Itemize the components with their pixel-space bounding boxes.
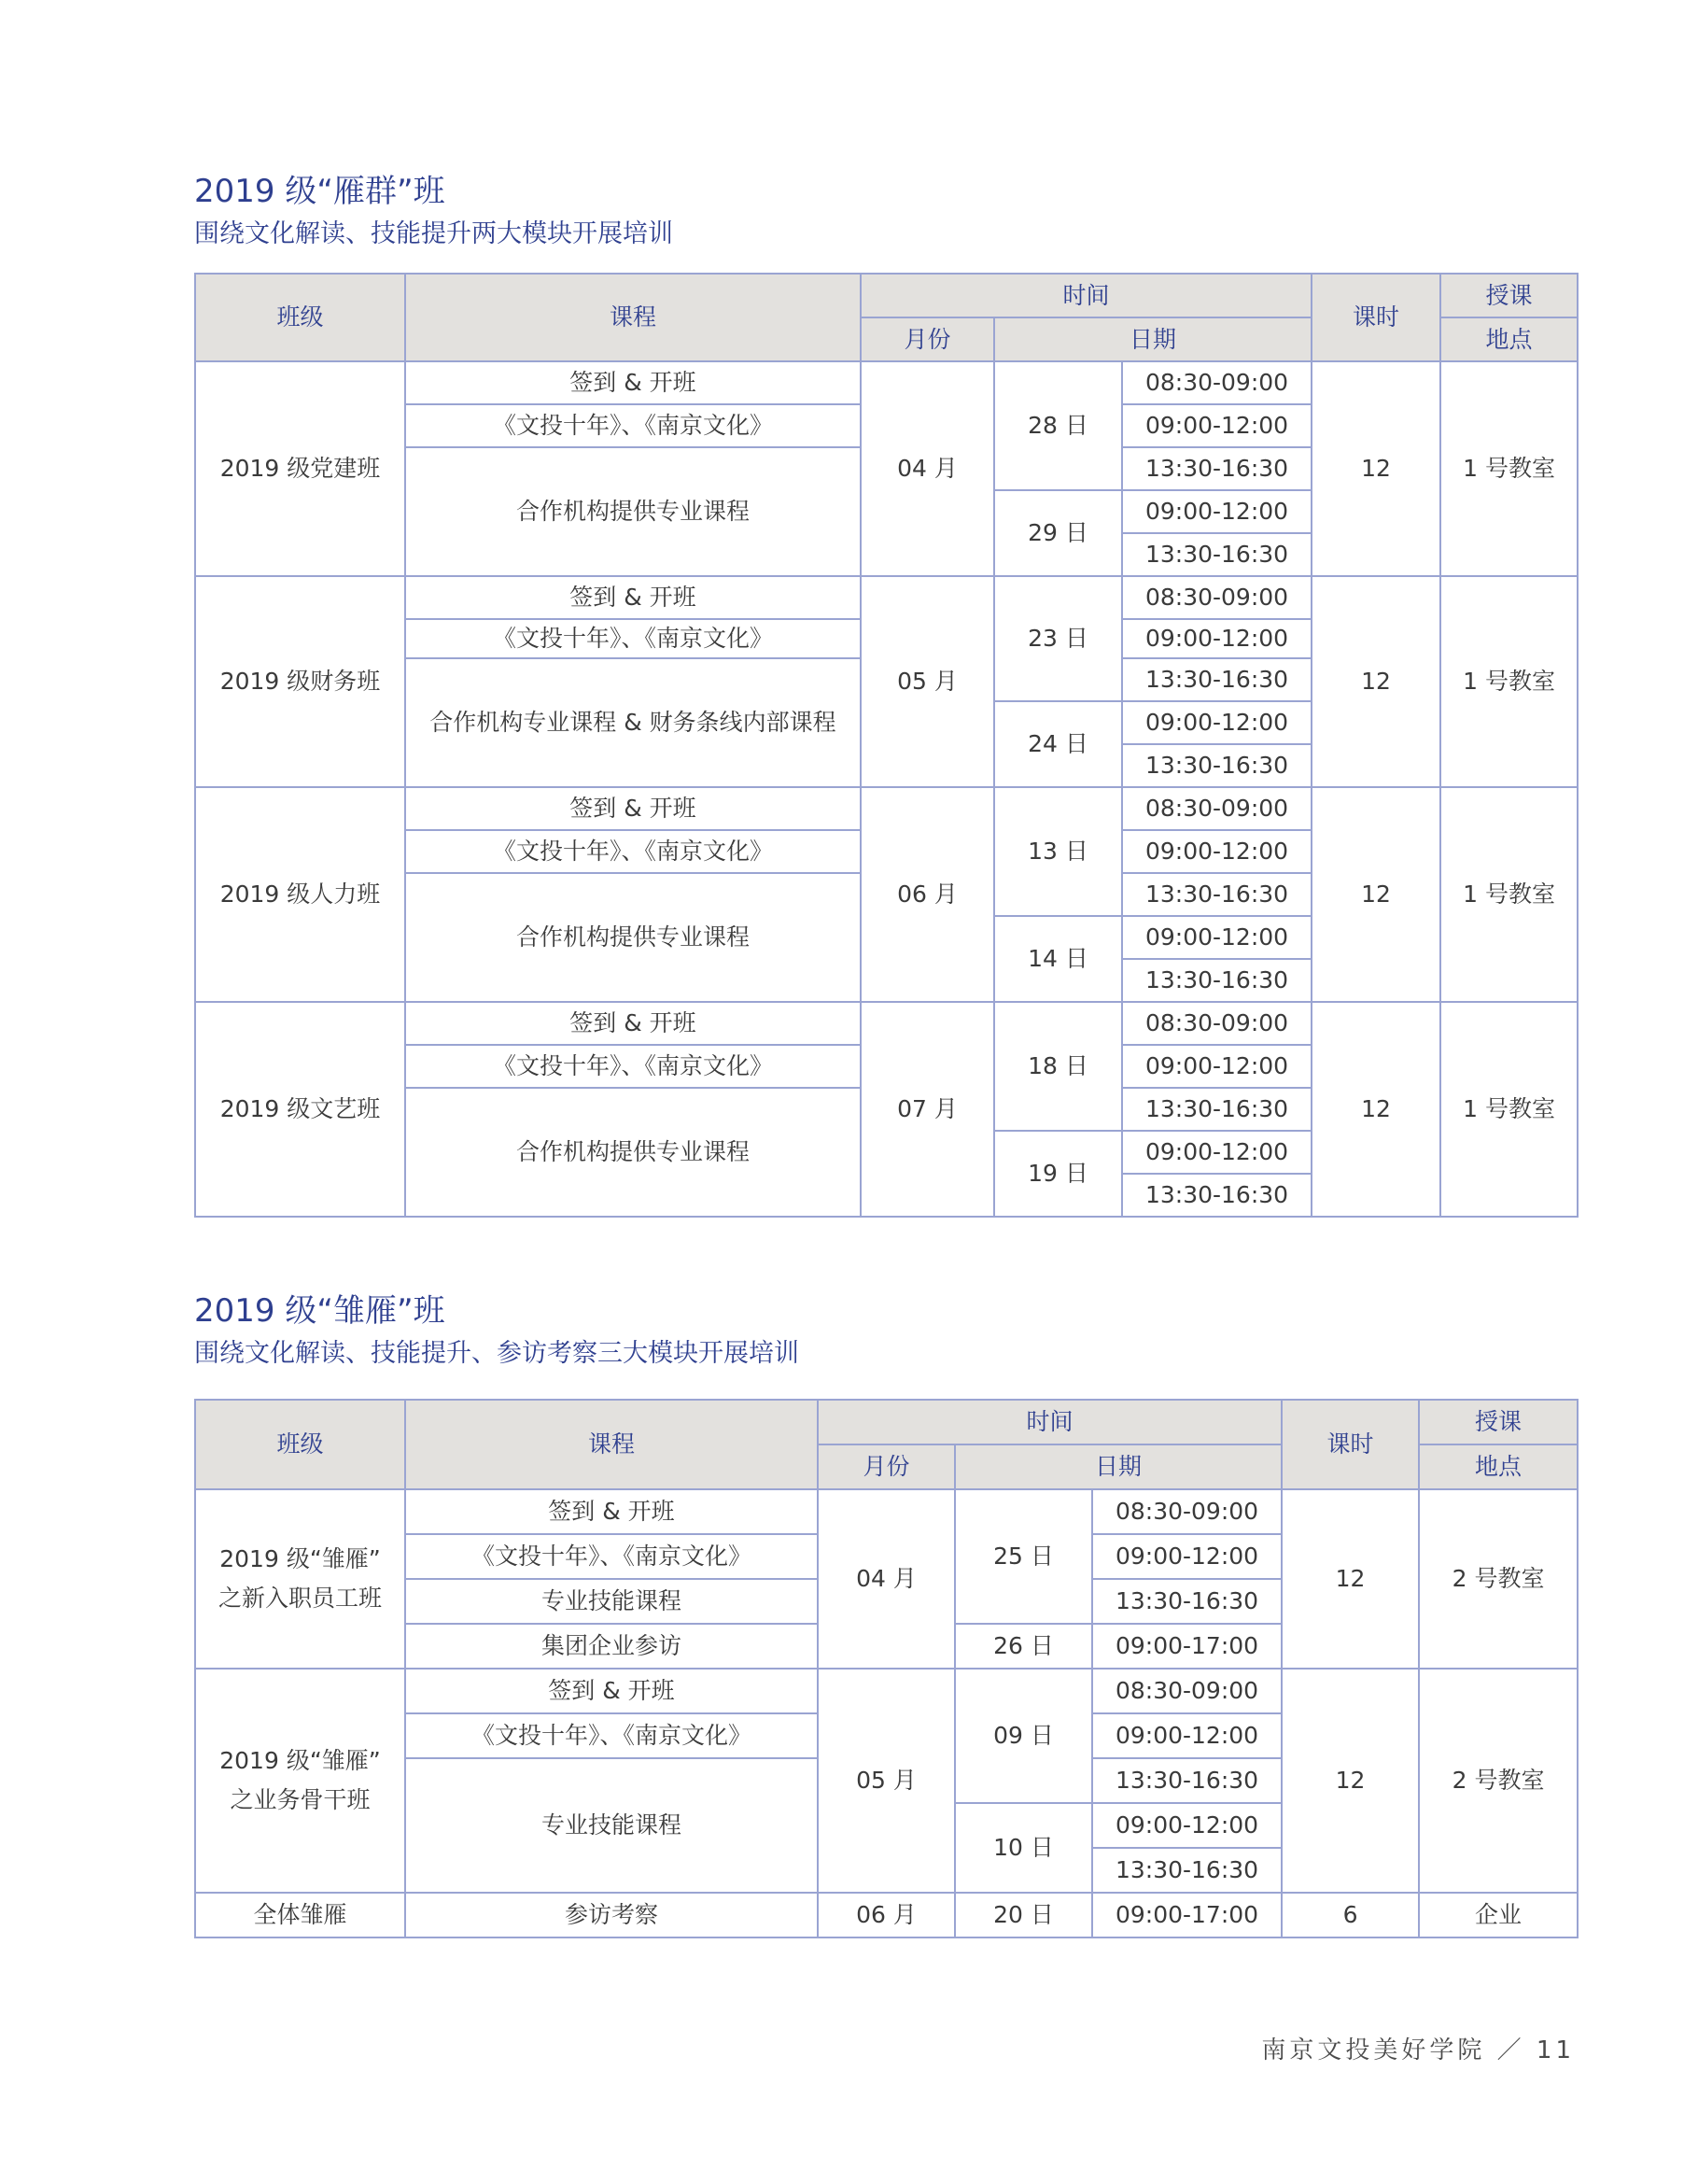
month-cell: 05 月	[818, 1669, 955, 1893]
time-cell: 09:00-17:00	[1092, 1624, 1282, 1669]
hours-cell: 12	[1312, 787, 1440, 1002]
header-time: 时间	[861, 274, 1312, 317]
time-cell: 09:00-12:00	[1092, 1803, 1282, 1848]
day-cell: 28 日	[994, 361, 1122, 490]
day-cell: 13 日	[994, 787, 1122, 916]
course-cell: 《文投十年》、《南京文化》	[405, 404, 861, 447]
table-row	[195, 361, 1578, 404]
hours-cell: 12	[1312, 1002, 1440, 1217]
time-cell: 09:00-17:00	[1092, 1893, 1282, 1937]
hours-cell: 6	[1282, 1893, 1419, 1937]
schedule-table	[194, 1399, 1579, 1938]
place-cell: 1 号教室	[1440, 576, 1578, 787]
course-cell: 《文投十年》、《南京文化》	[405, 1045, 861, 1088]
section-yanqun	[194, 170, 1576, 1208]
time-cell: 13:30-16:30	[1092, 1848, 1282, 1893]
time-cell: 13:30-16:30	[1092, 1579, 1282, 1624]
time-cell: 09:00-12:00	[1122, 490, 1312, 533]
time-cell: 09:00-12:00	[1122, 830, 1312, 873]
header-place-2: 地点	[1419, 1444, 1578, 1489]
course-cell: 签到 & 开班	[405, 361, 861, 404]
place-cell: 1 号教室	[1440, 361, 1578, 576]
course-cell: 合作机构提供专业课程	[405, 873, 861, 1002]
time-cell: 13:30-16:30	[1122, 533, 1312, 576]
month-cell: 05 月	[861, 576, 994, 787]
class-line-2: 之业务骨干班	[230, 1786, 371, 1813]
month-cell: 07 月	[861, 1002, 994, 1217]
table-row	[195, 1893, 1578, 1937]
course-cell: 签到 & 开班	[405, 576, 861, 619]
day-cell: 14 日	[994, 916, 1122, 1002]
table-row	[195, 1489, 1578, 1534]
course-cell: 签到 & 开班	[405, 1669, 818, 1713]
header-date: 日期	[994, 317, 1312, 361]
section-subtitle: 围绕文化解读、技能提升、参访考察三大模块开展培训	[194, 1339, 799, 1368]
table-row	[195, 576, 1578, 619]
time-cell: 09:00-12:00	[1122, 701, 1312, 744]
table-row	[195, 787, 1578, 830]
month-cell: 06 月	[861, 787, 994, 1002]
header-hours: 课时	[1312, 274, 1440, 361]
day-cell: 09 日	[955, 1669, 1092, 1803]
class-line-1: 2019 级“雏雁”	[219, 1545, 381, 1572]
day-cell: 25 日	[955, 1489, 1092, 1624]
header-class: 班级	[195, 1400, 405, 1489]
course-cell: 合作机构提供专业课程	[405, 1088, 861, 1217]
day-cell: 23 日	[994, 576, 1122, 701]
course-cell: 《文投十年》、《南京文化》	[405, 830, 861, 873]
course-cell: 签到 & 开班	[405, 1002, 861, 1045]
day-cell: 10 日	[955, 1803, 1092, 1893]
header-date: 日期	[955, 1444, 1282, 1489]
header-hours: 课时	[1282, 1400, 1419, 1489]
course-cell: 参访考察	[405, 1893, 818, 1937]
time-cell: 13:30-16:30	[1122, 959, 1312, 1002]
time-cell: 09:00-12:00	[1122, 404, 1312, 447]
class-cell	[195, 1489, 405, 1669]
time-cell: 13:30-16:30	[1092, 1758, 1282, 1803]
time-cell: 08:30-09:00	[1092, 1489, 1282, 1534]
day-cell: 24 日	[994, 701, 1122, 787]
hours-cell: 12	[1312, 576, 1440, 787]
table-row	[195, 1669, 1578, 1713]
month-cell: 06 月	[818, 1893, 955, 1937]
day-cell: 26 日	[955, 1624, 1092, 1669]
course-cell: 集团企业参访	[405, 1624, 818, 1669]
header-time: 时间	[818, 1400, 1282, 1444]
section-subtitle: 围绕文化解读、技能提升两大模块开展培训	[194, 219, 673, 248]
time-cell: 09:00-12:00	[1092, 1713, 1282, 1758]
header-course: 课程	[405, 1400, 818, 1489]
day-cell: 20 日	[955, 1893, 1092, 1937]
hours-cell: 12	[1312, 361, 1440, 576]
header-place: 授课	[1440, 274, 1578, 317]
header-class: 班级	[195, 274, 405, 361]
course-cell: 签到 & 开班	[405, 1489, 818, 1534]
time-cell: 08:30-09:00	[1092, 1669, 1282, 1713]
place-cell: 1 号教室	[1440, 1002, 1578, 1217]
header-month: 月份	[861, 317, 994, 361]
header-course: 课程	[405, 274, 861, 361]
course-cell: 签到 & 开班	[405, 787, 861, 830]
place-cell: 2 号教室	[1419, 1489, 1578, 1669]
table-row	[195, 1002, 1578, 1045]
time-cell: 08:30-09:00	[1122, 1002, 1312, 1045]
time-cell: 09:00-12:00	[1122, 1131, 1312, 1174]
section-title: 2019 级“雁群”班	[194, 173, 445, 210]
class-line-2: 之新入职员工班	[218, 1585, 382, 1612]
class-cell: 2019 级人力班	[195, 787, 405, 1002]
header-place: 授课	[1419, 1400, 1578, 1444]
page-footer: 南京文投美好学院 ／ 11	[1261, 2036, 1575, 2064]
month-cell: 04 月	[861, 361, 994, 576]
day-cell: 19 日	[994, 1131, 1122, 1217]
time-cell: 08:30-09:00	[1122, 576, 1312, 619]
place-cell: 2 号教室	[1419, 1669, 1578, 1893]
class-cell: 2019 级财务班	[195, 576, 405, 787]
course-cell: 专业技能课程	[405, 1579, 818, 1624]
time-cell: 09:00-12:00	[1122, 619, 1312, 658]
time-cell: 13:30-16:30	[1122, 1088, 1312, 1131]
course-cell: 合作机构提供专业课程	[405, 447, 861, 576]
time-cell: 09:00-12:00	[1092, 1534, 1282, 1579]
class-cell	[195, 1669, 405, 1893]
time-cell: 08:30-09:00	[1122, 361, 1312, 404]
time-cell: 08:30-09:00	[1122, 787, 1312, 830]
time-cell: 13:30-16:30	[1122, 744, 1312, 787]
place-cell: 1 号教室	[1440, 787, 1578, 1002]
time-cell: 09:00-12:00	[1122, 1045, 1312, 1088]
class-line-1: 2019 级“雏雁”	[219, 1747, 381, 1774]
course-cell: 专业技能课程	[405, 1758, 818, 1893]
time-cell: 13:30-16:30	[1122, 873, 1312, 916]
month-cell: 04 月	[818, 1489, 955, 1669]
time-cell: 13:30-16:30	[1122, 447, 1312, 490]
class-cell: 2019 级文艺班	[195, 1002, 405, 1217]
course-cell: 《文投十年》、《南京文化》	[405, 619, 861, 658]
schedule-table	[194, 273, 1579, 1218]
header-place-2: 地点	[1440, 317, 1578, 361]
course-cell: 《文投十年》、《南京文化》	[405, 1534, 818, 1579]
section-chuyan	[194, 1289, 1576, 1928]
time-cell: 09:00-12:00	[1122, 916, 1312, 959]
day-cell: 29 日	[994, 490, 1122, 576]
class-cell: 全体雏雁	[195, 1893, 405, 1937]
hours-cell: 12	[1282, 1669, 1419, 1893]
hours-cell: 12	[1282, 1489, 1419, 1669]
class-cell: 2019 级党建班	[195, 361, 405, 576]
section-title: 2019 级“雏雁”班	[194, 1292, 445, 1330]
header-month: 月份	[818, 1444, 955, 1489]
day-cell: 18 日	[994, 1002, 1122, 1131]
course-cell: 《文投十年》、《南京文化》	[405, 1713, 818, 1758]
course-cell: 合作机构专业课程 & 财务条线内部课程	[405, 658, 861, 787]
time-cell: 13:30-16:30	[1122, 658, 1312, 701]
time-cell: 13:30-16:30	[1122, 1174, 1312, 1217]
place-cell: 企业	[1419, 1893, 1578, 1937]
